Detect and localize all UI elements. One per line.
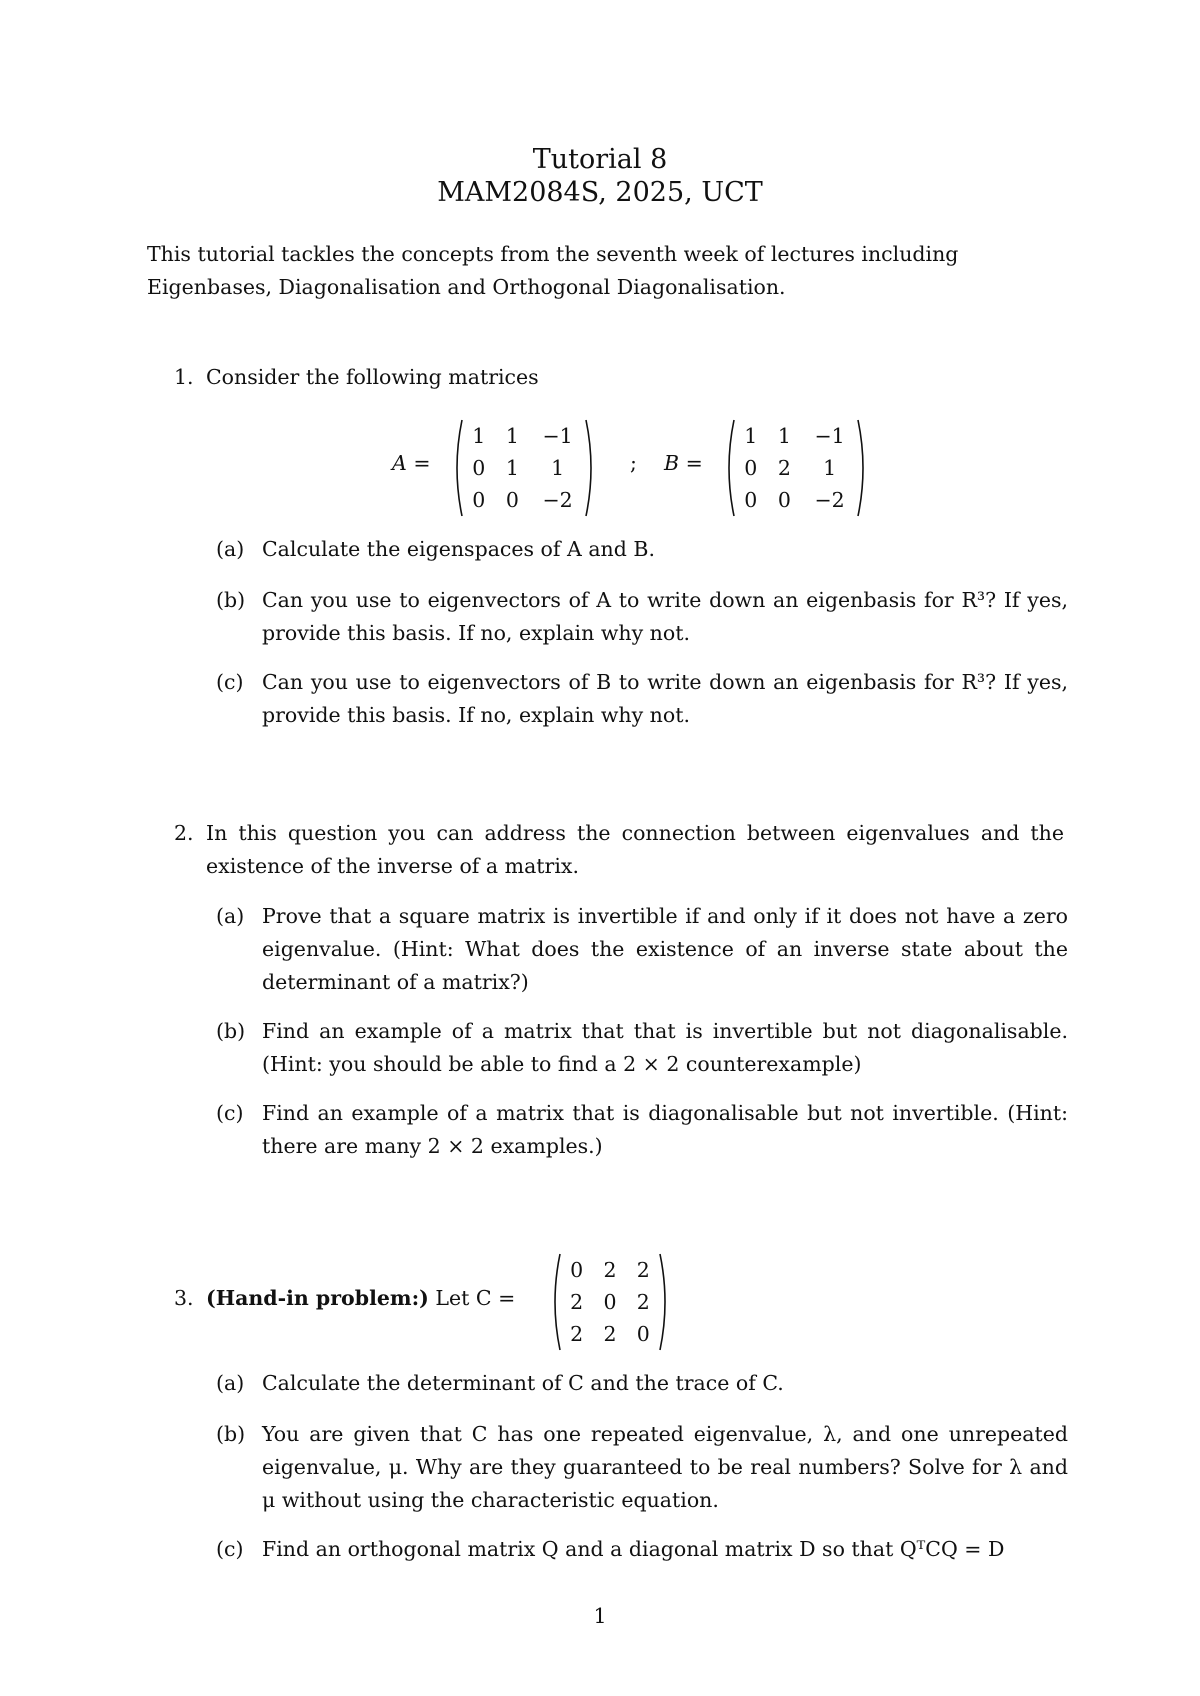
right-paren-icon [856, 418, 870, 518]
matrix-c-entry: 0 [636, 1322, 650, 1346]
matrix-a-entry: 0 [505, 488, 519, 512]
matrix-b-entry: −2 [814, 488, 845, 512]
matrix-c-entry: 2 [570, 1290, 584, 1314]
matrix-a-row [462, 484, 586, 516]
matrix-b [722, 418, 870, 518]
matrix-b-entry: 0 [777, 488, 791, 512]
page-title: Tutorial 8 [532, 144, 668, 175]
question-3-text: Let C = [435, 1286, 516, 1310]
intro-paragraph: This tutorial tackles the concepts from the seventh week of lectures including Eigenbases, Diagonalisation and Orthogonal Diagonalisation. [147, 242, 959, 299]
matrix-a [450, 418, 598, 518]
matrix-c-entry: 0 [570, 1258, 584, 1282]
question-2-number: 2. [174, 821, 194, 845]
matrix-c-row [560, 1318, 660, 1350]
matrix-b-entry: 1 [777, 424, 791, 448]
matrix-a-entry: 1 [505, 456, 519, 480]
matrix-c-entry: 2 [603, 1322, 617, 1346]
matrix-c-entry: 2 [603, 1258, 617, 1282]
matrix-b-entry: 2 [777, 456, 791, 480]
matrix-a-entry: 1 [505, 424, 519, 448]
hand-in-label: (Hand-in problem:) [206, 1286, 429, 1310]
matrix-a-entry: 1 [472, 424, 486, 448]
matrix-c-entry: 2 [636, 1290, 650, 1314]
matrix-c-row [560, 1254, 660, 1286]
matrix-a-entry: −2 [542, 488, 573, 512]
matrix-c [548, 1252, 672, 1352]
document-page: Tutorial 8 MAM2084S, 2025, UCT This tutorial tackles the concepts from the seventh week of lectures including Eigenbases, Diagonalisation and Orthogonal Diagonalisation. 1. Consider the following matrices A = 1 1 −1 0 1 1 0 0 −2 ; B = 1 1 −1 0 2 1 0 0 −2 (a) Calculate the eigenspaces of A and B. (b) Can you use to eigenvectors of A to write down an eigenbasis for R³? If yes, provide this basis. If no, explain why not. (c) Can you use to eigenvectors of B to write down an eigenbasis for R³? If yes, provide this basis. If no, explain why not. 2. In this question you can address the connection between eigenvalues and the existence of the inverse of a matrix. (a) Prove that a square matrix is invertible if and only if it does not have a zero eigenvalue. (Hint: What does the existence of an inverse state about the determinant of a matrix?) (b) Find an example of a matrix that that is invertible but not diagonalisable. (Hint: you should be able to find a 2 × 2 counterexample) (c) Find an example of a matrix that is diagonalisable but not invertible. (Hint: there are many 2 × 2 examples.) 3. (Hand-in problem:) Let C = 0 2 2 2 0 2 2 2 0 (a) Calculate the determinant of C and the trace of C. (b) You are given that C has one repeated eigenvalue, λ, and one unrepeated eigenvalue, μ. Why are they guaranteed to be real numbers? Solve for λ and μ without using the characteristic equation. (c) Find an orthogonal matrix Q and a diagonal matrix D so that QᵀCQ = D 1 [0, 0, 1200, 1696]
matrix-b-entry: 1 [823, 456, 837, 480]
matrix-b-entry: 0 [744, 488, 758, 512]
matrix-b-row [734, 484, 858, 516]
right-paren-icon [584, 418, 598, 518]
question-3-lead [206, 1282, 515, 1315]
matrix-b-row [734, 420, 858, 452]
page-number: 1 [593, 1604, 607, 1628]
matrix-b-entry: 1 [744, 424, 758, 448]
matrix-a-entry: 0 [472, 456, 486, 480]
matrix-a-row [462, 452, 586, 484]
matrix-c-entry: 2 [636, 1258, 650, 1282]
matrix-a-row [462, 420, 586, 452]
matrix-separator: ; [630, 451, 637, 475]
question-3-number: 3. [174, 1286, 194, 1310]
question-1-number: 1. [174, 365, 194, 389]
right-paren-icon [658, 1252, 672, 1352]
matrix-b-entry: 0 [744, 456, 758, 480]
matrix-b-label: B = [664, 451, 703, 475]
matrix-a-entry: −1 [542, 424, 573, 448]
matrix-b-row [734, 452, 858, 484]
matrix-b-entry: −1 [814, 424, 845, 448]
matrix-a-entry: 0 [472, 488, 486, 512]
matrix-c-row [560, 1286, 660, 1318]
matrix-c-entry: 2 [570, 1322, 584, 1346]
matrix-c-entry: 0 [603, 1290, 617, 1314]
course-subtitle: MAM2084S, 2025, UCT [437, 177, 763, 208]
matrix-a-entry: 1 [551, 456, 565, 480]
question-1-text: Consider the following matrices [206, 365, 539, 389]
matrix-a-label: A = [392, 451, 431, 475]
